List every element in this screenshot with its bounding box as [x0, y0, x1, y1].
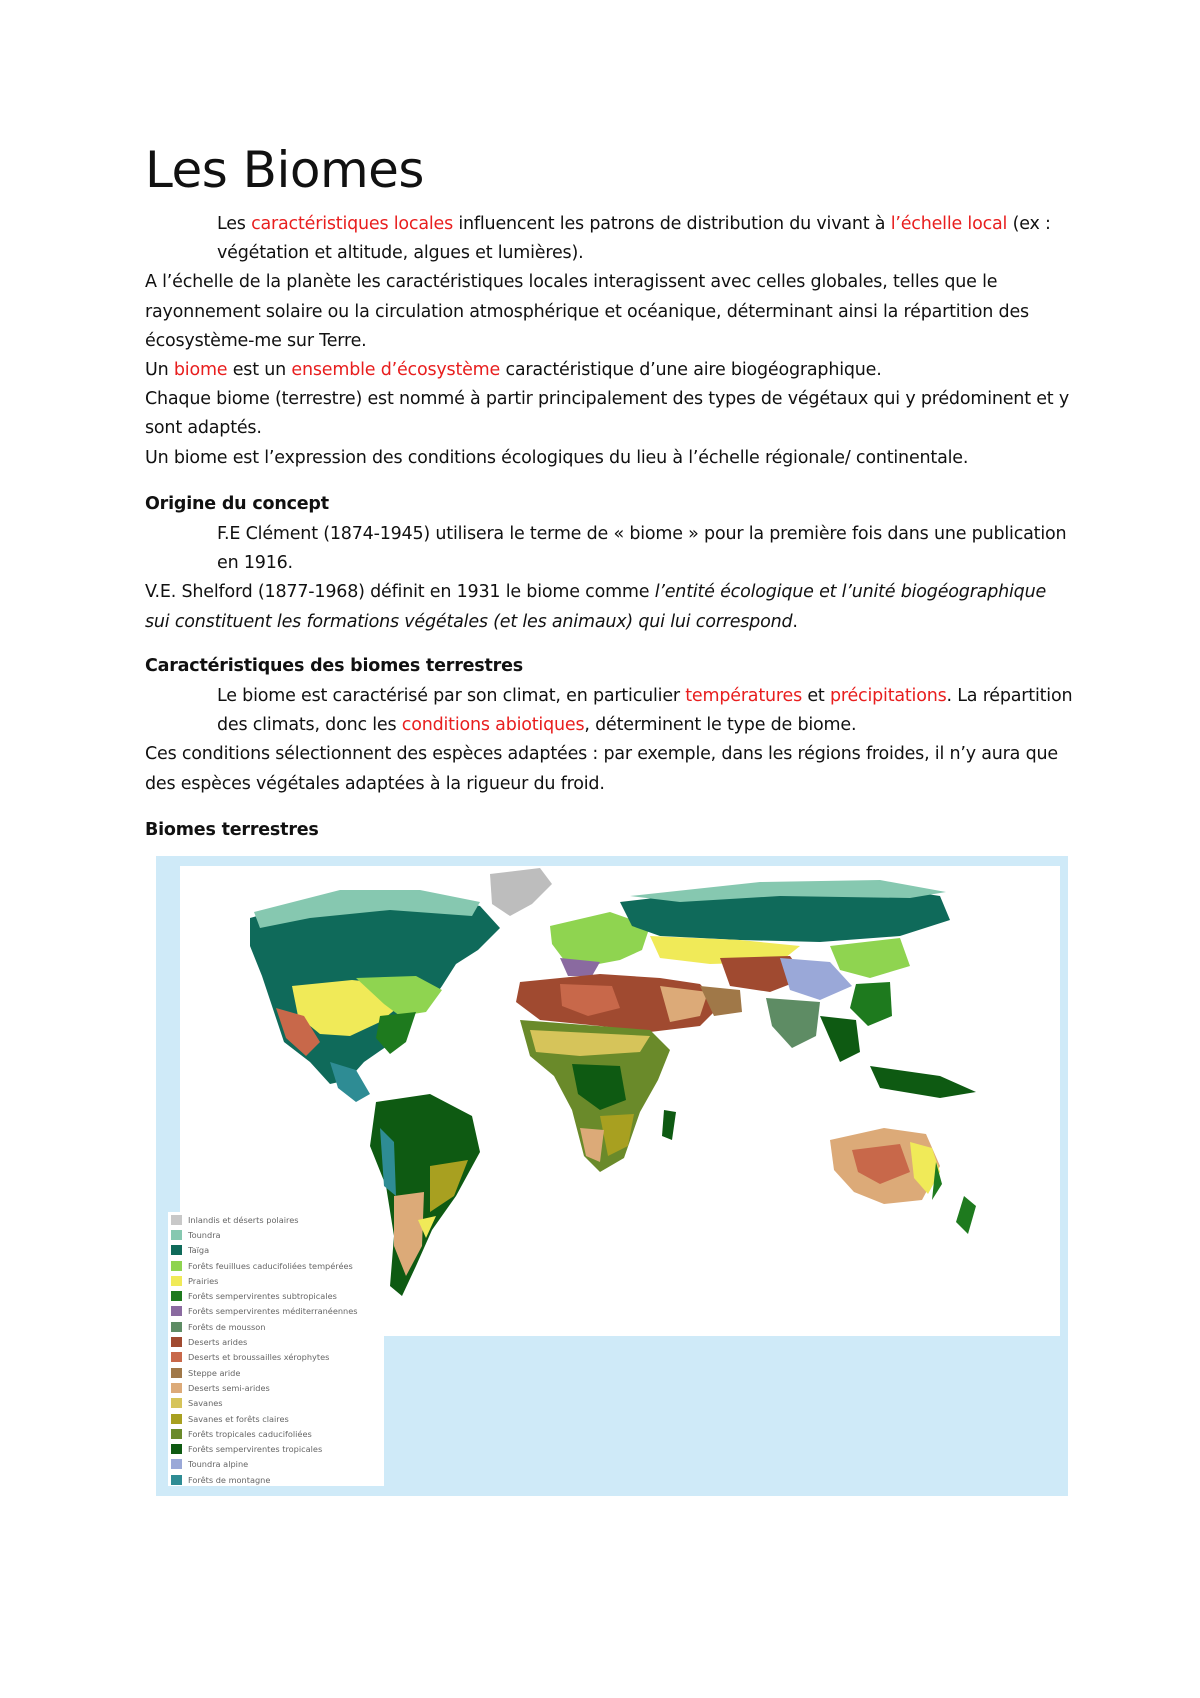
legend-item	[168, 1227, 384, 1242]
text-segment: (ex : végétation et altitude, algues et lumières).	[217, 214, 1051, 264]
legend-item	[168, 1457, 384, 1472]
legend-label: Steppe aride	[188, 1367, 241, 1378]
origin-paragraph-1: F.E Clément (1874-1945) utilisera le terme de « biome » pour la première fois dans une publication en 1916.	[217, 524, 1067, 574]
intro-paragraph-4: Chaque biome (terrestre) est nommé à partir principalement des types de végétaux qui y prédominent et y sont adaptés.	[145, 389, 1069, 439]
legend-item	[168, 1441, 384, 1456]
text-segment: influencent les patrons de distribution du vivant à	[453, 214, 891, 234]
text-segment: . La répartition des climats, donc les	[217, 686, 1073, 736]
map-legend	[168, 1212, 384, 1486]
text-segment: est un	[227, 360, 292, 381]
legend-label: Savanes et forêts claires	[188, 1413, 289, 1424]
legend-item	[168, 1350, 384, 1365]
carac-paragraph-1	[145, 682, 1075, 740]
highlighted-term: l’échelle local	[890, 214, 1008, 234]
intro-paragraph-3	[145, 356, 1075, 385]
origin-p2-end: .	[792, 611, 798, 632]
intro-paragraph-1	[145, 210, 1075, 268]
intro-section	[145, 210, 1075, 473]
legend-label: Savanes	[188, 1398, 223, 1409]
origin-section	[145, 520, 1075, 637]
legend-label: Taïga	[188, 1245, 210, 1256]
legend-label: Forêts sempervirentes méditerranéennes	[188, 1306, 358, 1317]
legend-item	[168, 1273, 384, 1288]
legend-label: Deserts et broussailles xérophytes	[188, 1352, 330, 1363]
origin-p2-italic: l’entité écologique et l’unité biogéographique sui constituent les formations végétales (et les animaux) qui lui correspond	[145, 582, 1047, 632]
origin-p2-plain: V.E. Shelford (1877-1968) définit en 1931 le biome comme	[145, 582, 655, 603]
legend-swatch	[171, 1230, 182, 1240]
legend-item	[168, 1212, 384, 1227]
intro-paragraph-2: A l’échelle de la planète les caractéristiques locales interagissent avec celles globales, telles que le rayonnement solaire ou la circulation atmosphérique et océanique, déterminant ainsi la répartition des écosystème-me sur Terre.	[145, 272, 1029, 351]
text-segment: Le biome est caractérisé par son climat, en particulier	[217, 686, 686, 706]
legend-item	[168, 1472, 384, 1487]
page-title: Les Biomes	[145, 141, 424, 199]
legend-list	[168, 1212, 384, 1487]
legend-swatch	[171, 1276, 182, 1286]
legend-item	[168, 1396, 384, 1411]
legend-label: Forêts tropicales caducifoliées	[188, 1428, 312, 1439]
legend-swatch	[171, 1475, 182, 1485]
legend-swatch	[171, 1429, 182, 1439]
legend-item	[168, 1243, 384, 1258]
legend-item	[168, 1334, 384, 1349]
legend-label: Forêts sempervirentes subtropicales	[188, 1291, 337, 1302]
legend-swatch	[171, 1215, 182, 1225]
legend-swatch	[171, 1459, 182, 1469]
legend-swatch	[171, 1368, 182, 1378]
legend-swatch	[171, 1291, 182, 1301]
highlighted-term: températures	[685, 686, 802, 706]
biome-map-figure	[156, 856, 1068, 1496]
legend-label: Forêts sempervirentes tropicales	[188, 1444, 323, 1455]
legend-swatch	[171, 1261, 182, 1271]
legend-swatch	[171, 1306, 182, 1316]
legend-swatch	[171, 1322, 182, 1332]
legend-label: Forêts de mousson	[188, 1321, 266, 1332]
legend-swatch	[171, 1337, 182, 1347]
legend-swatch	[171, 1352, 182, 1362]
text-segment: , déterminent le type de biome.	[584, 715, 857, 736]
highlighted-term: ensemble d’écosystème	[291, 360, 501, 381]
heading-origin: Origine du concept	[145, 494, 329, 514]
legend-label: Inlandis et déserts polaires	[188, 1214, 299, 1225]
legend-item	[168, 1411, 384, 1426]
legend-item	[168, 1304, 384, 1319]
highlighted-term: caractéristiques locales	[251, 214, 454, 234]
legend-label: Prairies	[188, 1275, 219, 1286]
characteristics-section	[145, 682, 1075, 799]
highlighted-term: précipitations	[829, 686, 947, 706]
legend-label: Forêts de montagne	[188, 1474, 271, 1485]
origin-paragraph-2	[145, 578, 1075, 636]
text-segment: et	[801, 686, 830, 706]
legend-item	[168, 1319, 384, 1334]
text-segment: caractéristique d’une aire biogéographique.	[500, 360, 882, 381]
legend-label: Toundra alpine	[188, 1459, 249, 1470]
text-segment: Les	[217, 214, 252, 234]
legend-swatch	[171, 1414, 182, 1424]
legend-label: Toundra	[188, 1229, 221, 1240]
legend-label: Forêts feuillues caducifoliées tempérées	[188, 1260, 353, 1271]
heading-terrestrial-biomes: Biomes terrestres	[145, 820, 319, 840]
legend-label: Deserts semi-arides	[188, 1382, 270, 1393]
legend-swatch	[171, 1383, 182, 1393]
intro-paragraph-5: Un biome est l’expression des conditions écologiques du lieu à l’échelle régionale/ continentale.	[145, 447, 969, 468]
highlighted-term: conditions abiotiques	[401, 715, 585, 736]
legend-label: Deserts arides	[188, 1337, 248, 1348]
legend-item	[168, 1365, 384, 1380]
legend-item	[168, 1258, 384, 1273]
carac-paragraph-2: Ces conditions sélectionnent des espèces adaptées : par exemple, dans les régions froides, il n’y aura que des espèces végétales adaptées à la rigueur du froid.	[145, 744, 1058, 794]
legend-item	[168, 1426, 384, 1441]
legend-swatch	[171, 1245, 182, 1255]
legend-swatch	[171, 1398, 182, 1408]
legend-item	[168, 1380, 384, 1395]
heading-characteristics: Caractéristiques des biomes terrestres	[145, 656, 523, 676]
text-segment: Un	[145, 360, 174, 381]
highlighted-term: biome	[173, 360, 228, 381]
legend-swatch	[171, 1444, 182, 1454]
legend-item	[168, 1288, 384, 1303]
